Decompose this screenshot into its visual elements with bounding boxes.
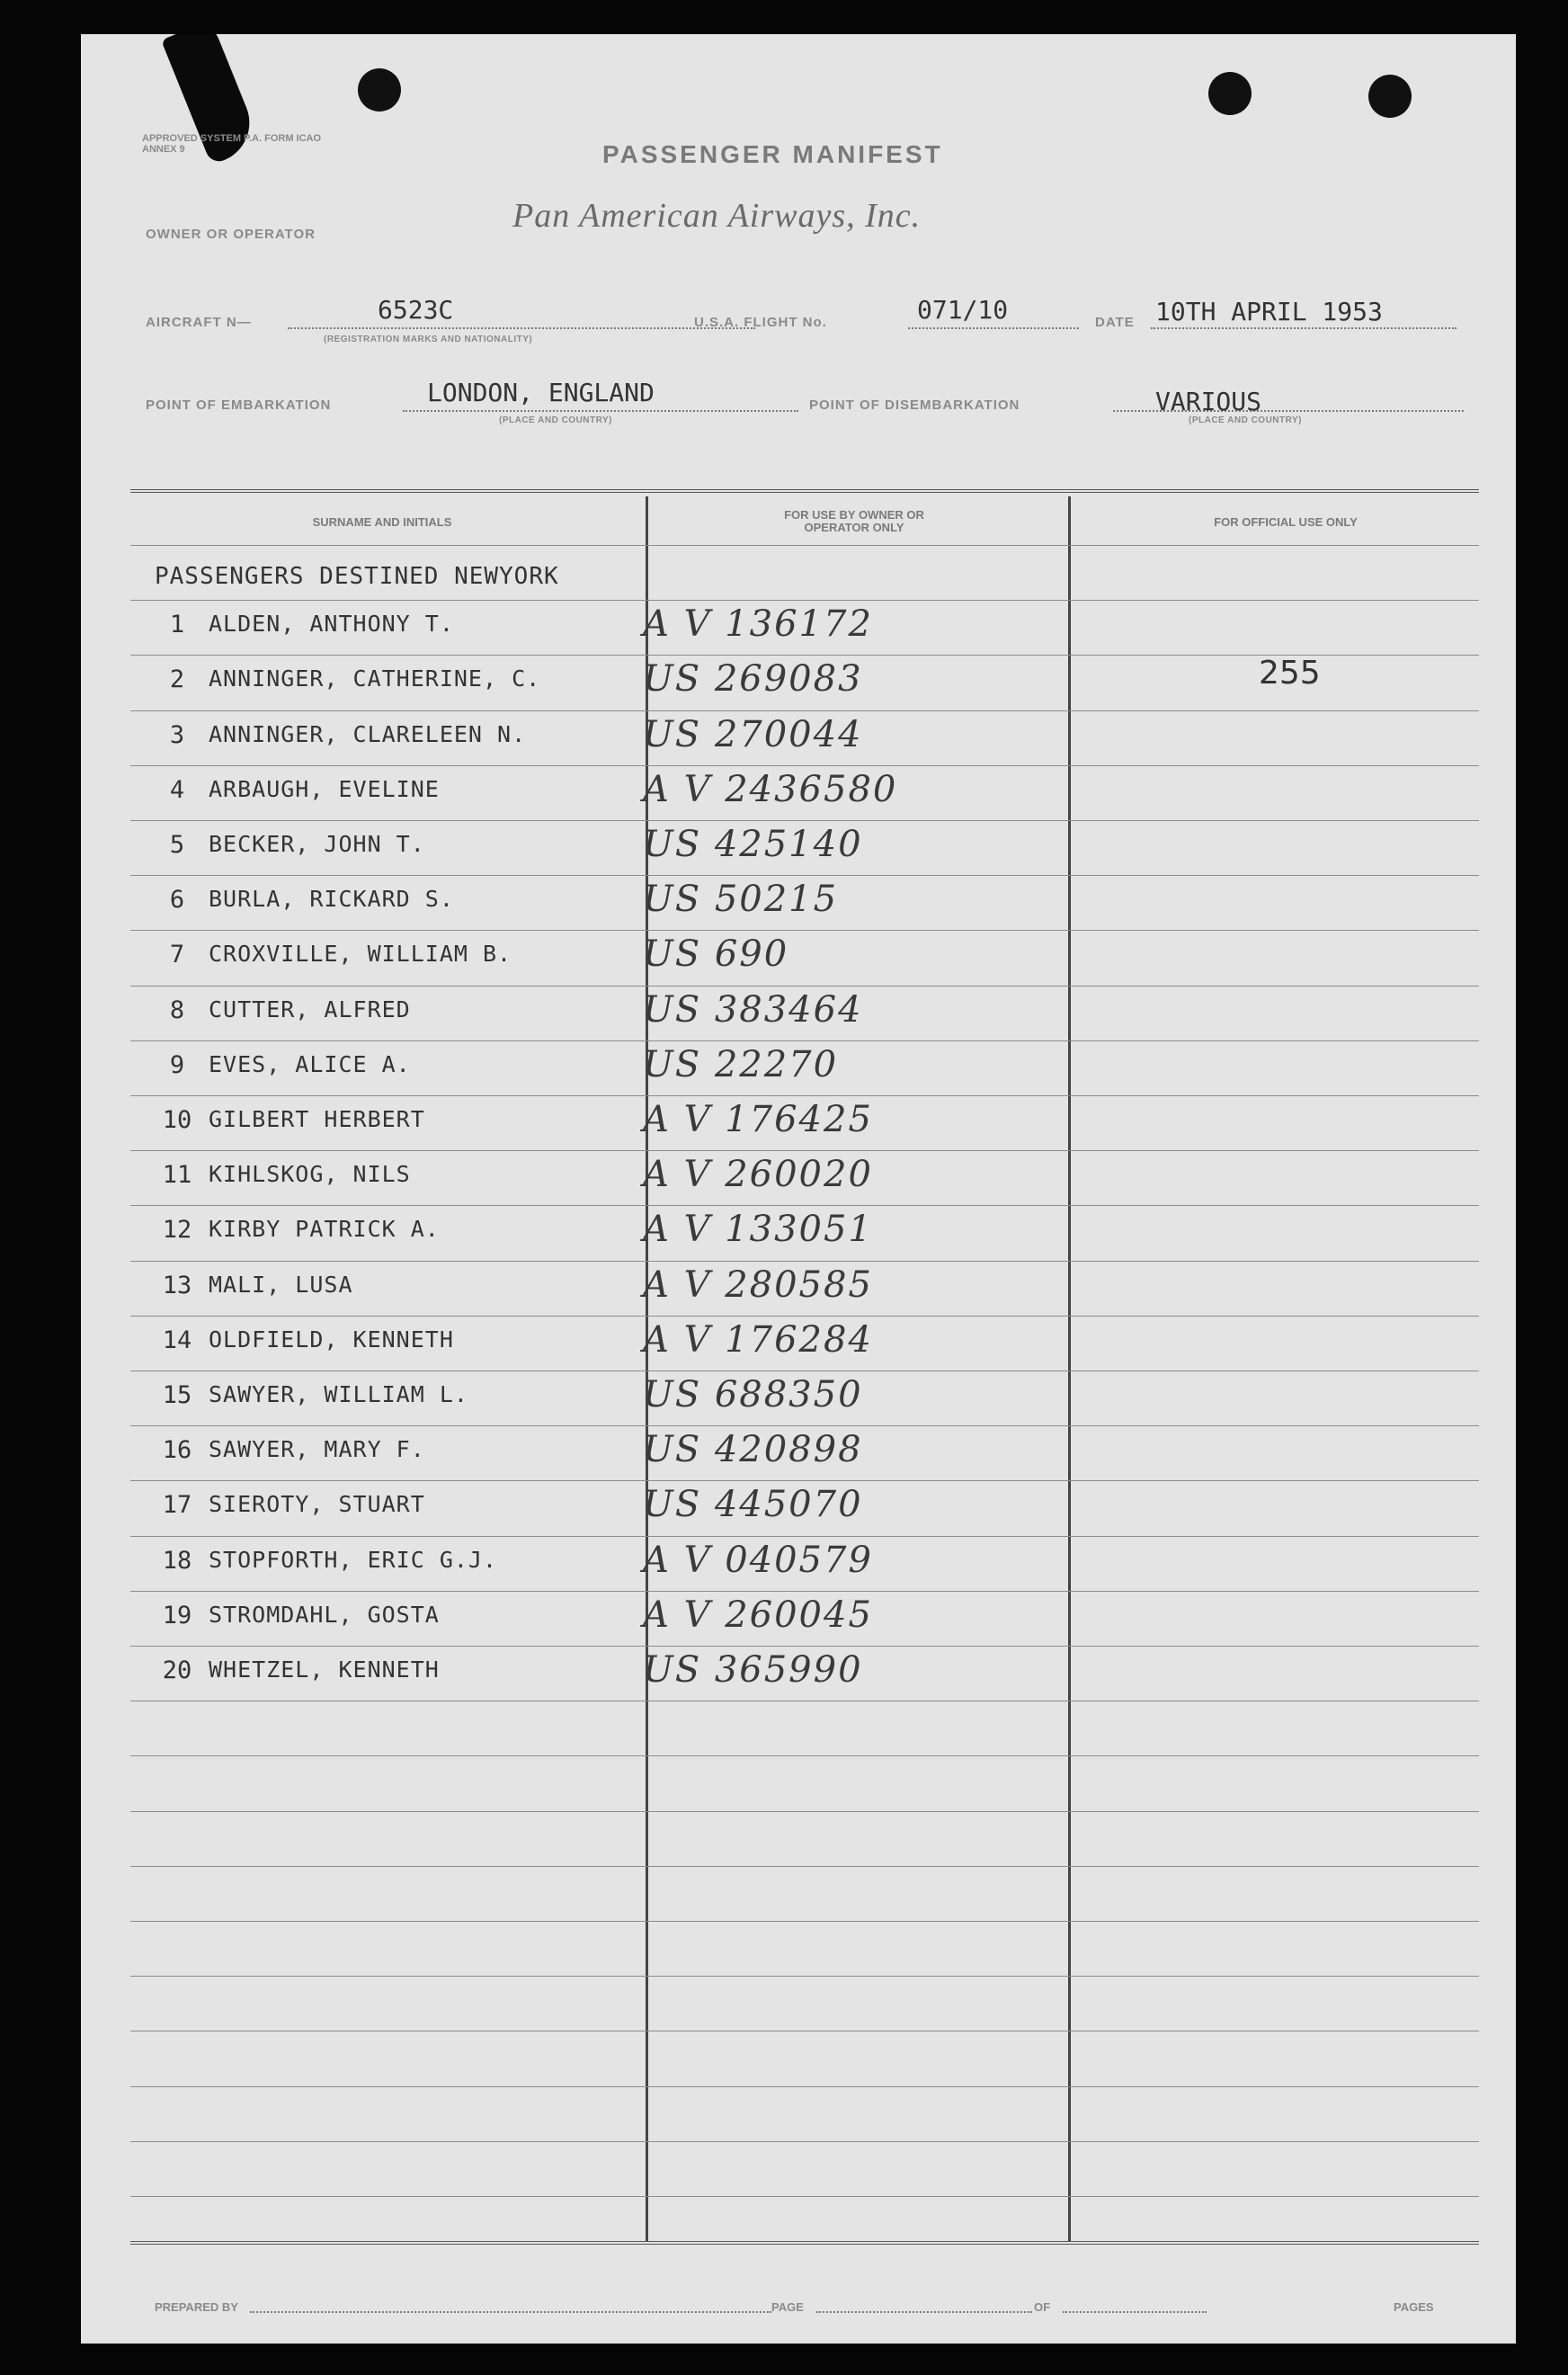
aircraft-value: 6523C	[378, 295, 454, 325]
passport-number: A V 136172	[643, 603, 873, 645]
row-rule	[130, 1811, 1479, 1812]
aircraft-label: AIRCRAFT N—	[146, 315, 252, 330]
passport-number: A V 260045	[643, 1594, 873, 1636]
passenger-name: KIRBY PATRICK A.	[209, 1216, 440, 1242]
table-row	[81, 982, 1516, 1037]
passenger-number: 1	[169, 611, 185, 638]
passenger-number: 18	[162, 1547, 192, 1575]
passport-number: US 22270	[643, 1044, 839, 1085]
punch-hole-left	[358, 68, 401, 112]
table-row	[81, 871, 1516, 926]
table-row	[81, 1642, 1516, 1697]
passenger-number: 17	[162, 1491, 192, 1519]
embark-label: POINT OF EMBARKATION	[146, 397, 332, 413]
row-rule	[130, 2086, 1479, 2087]
page-label: PAGE	[771, 2300, 804, 2314]
prepared-by-label: PREPARED BY	[155, 2300, 238, 2314]
passport-number: US 270044	[643, 714, 863, 755]
table-row	[81, 596, 1516, 651]
passenger-number: 16	[162, 1436, 192, 1464]
passenger-number: 19	[162, 1602, 192, 1629]
pages-label: PAGES	[1394, 2300, 1434, 2314]
table-row	[81, 1147, 1516, 1201]
passport-number: A V 280585	[643, 1264, 873, 1306]
passenger-number: 10	[162, 1106, 192, 1134]
disembark-value: VARIOUS	[1155, 387, 1262, 416]
passport-number: A V 260020	[643, 1154, 873, 1195]
col-owner-use: FOR USE BY OWNER OR OPERATOR ONLY	[784, 508, 924, 534]
embark-value: LONDON, ENGLAND	[427, 378, 655, 407]
passenger-number: 14	[162, 1326, 192, 1354]
row-rule	[130, 2141, 1479, 2142]
passenger-number: 9	[169, 1051, 185, 1079]
passport-number: US 688350	[643, 1374, 863, 1415]
passport-number: US 420898	[643, 1429, 863, 1470]
table-row	[81, 1092, 1516, 1147]
passenger-number: 5	[169, 831, 185, 859]
passenger-number: 3	[169, 721, 185, 749]
passenger-name: ANNINGER, CLARELEEN N.	[209, 721, 527, 747]
table-row	[81, 1422, 1516, 1477]
passport-number: A V 133051	[643, 1209, 873, 1250]
col-official-use: FOR OFFICIAL USE ONLY	[1214, 515, 1358, 529]
page-title: PASSENGER MANIFEST	[602, 140, 943, 168]
of-line	[1063, 2311, 1207, 2313]
passenger-name: EVES, ALICE A.	[209, 1051, 411, 1077]
row-rule	[130, 1921, 1479, 1922]
passport-number: A V 040579	[643, 1540, 873, 1581]
table-row	[81, 651, 1516, 706]
passenger-name: ARBAUGH, EVELINE	[209, 776, 440, 802]
table-bottom-rule	[130, 2241, 1479, 2245]
passenger-number: 4	[169, 776, 185, 804]
passport-number: US 365990	[643, 1649, 863, 1691]
passenger-name: ALDEN, ANTHONY T.	[209, 611, 454, 637]
passenger-name: SAWYER, WILLIAM L.	[209, 1381, 468, 1407]
page-line	[816, 2311, 1032, 2313]
company-name: Pan American Airways, Inc.	[512, 197, 922, 235]
table-row	[81, 817, 1516, 871]
passport-number: US 425140	[643, 824, 863, 865]
passenger-number: 8	[169, 996, 185, 1024]
table-row	[81, 707, 1516, 762]
row-rule	[130, 1755, 1479, 1756]
disembark-label: POINT OF DISEMBARKATION	[809, 397, 1020, 413]
passenger-name: WHETZEL, KENNETH	[209, 1656, 440, 1683]
flight-value: 071/10	[917, 295, 1009, 325]
passenger-name: CROXVILLE, WILLIAM B.	[209, 941, 512, 967]
passenger-number: 2	[169, 665, 185, 693]
prepared-by-line	[250, 2311, 771, 2313]
of-label: OF	[1034, 2300, 1051, 2314]
passenger-name: STROMDAHL, GOSTA	[209, 1602, 440, 1628]
passenger-name: SIEROTY, STUART	[209, 1491, 425, 1517]
aircraft-line	[288, 327, 755, 329]
punch-hole-right-1	[1208, 72, 1252, 115]
approved-block: APPROVED SYSTEM P.A. FORM ICAO ANNEX 9	[142, 133, 322, 155]
section-heading: PASSENGERS DESTINED NEWYORK	[155, 563, 559, 590]
flight-line	[908, 327, 1079, 329]
table-row	[81, 1037, 1516, 1092]
punch-hole-right-2	[1368, 75, 1412, 118]
passenger-name: CUTTER, ALFRED	[209, 996, 411, 1022]
date-line	[1151, 327, 1457, 329]
passenger-number: 7	[169, 941, 185, 969]
passport-number: US 269083	[643, 658, 863, 700]
row-rule	[130, 1866, 1479, 1867]
passport-number: A V 2436580	[643, 769, 898, 810]
passenger-name: SAWYER, MARY F.	[209, 1436, 425, 1462]
embark-sub: (PLACE AND COUNTRY)	[499, 415, 612, 425]
disembark-sub: (PLACE AND COUNTRY)	[1189, 415, 1302, 425]
passport-number: US 690	[643, 933, 789, 975]
passenger-name: STOPFORTH, ERIC G.J.	[209, 1547, 498, 1573]
passenger-name: KIHLSKOG, NILS	[209, 1161, 411, 1187]
row-rule	[130, 545, 1479, 546]
passenger-number: 15	[162, 1381, 192, 1409]
row-rule	[130, 2196, 1479, 2197]
passenger-number: 20	[162, 1656, 192, 1684]
official-use-value: 255	[1259, 655, 1321, 692]
aircraft-sub: (REGISTRATION MARKS AND NATIONALITY)	[324, 335, 533, 344]
passport-number: US 50215	[643, 879, 839, 920]
passenger-number: 11	[162, 1161, 192, 1189]
passport-number: US 383464	[643, 989, 863, 1031]
passport-number: A V 176284	[643, 1319, 873, 1361]
flight-label: U.S.A. FLIGHT No.	[694, 315, 827, 330]
passenger-name: OLDFIELD, KENNETH	[209, 1326, 454, 1353]
table-row	[81, 1477, 1516, 1531]
passenger-name: GILBERT HERBERT	[209, 1106, 425, 1132]
passenger-name: MALI, LUSA	[209, 1272, 353, 1298]
date-label: DATE	[1095, 315, 1135, 330]
table-row	[81, 1532, 1516, 1587]
passport-number: A V 176425	[643, 1099, 873, 1140]
passport-number: US 445070	[643, 1484, 863, 1525]
passenger-number: 6	[169, 886, 185, 914]
table-row	[81, 926, 1516, 981]
table-row	[81, 1257, 1516, 1312]
embark-line	[403, 410, 798, 412]
table-row	[81, 1367, 1516, 1422]
table-row	[81, 1312, 1516, 1367]
date-value: 10TH APRIL 1953	[1155, 297, 1383, 326]
table-row	[81, 1587, 1516, 1642]
table-top-rule	[130, 489, 1479, 493]
passenger-number: 12	[162, 1216, 192, 1244]
owner-label: OWNER OR OPERATOR	[146, 227, 316, 242]
table-row	[81, 762, 1516, 817]
row-rule	[130, 1976, 1479, 1977]
passenger-name: BURLA, RICKARD S.	[209, 886, 454, 912]
table-row	[81, 1201, 1516, 1256]
passenger-name: ANNINGER, CATHERINE, C.	[209, 665, 541, 692]
passenger-number: 13	[162, 1272, 192, 1299]
passenger-name: BECKER, JOHN T.	[209, 831, 425, 857]
manifest-paper	[81, 34, 1516, 2344]
col-surname: SURNAME AND INITIALS	[312, 515, 452, 529]
